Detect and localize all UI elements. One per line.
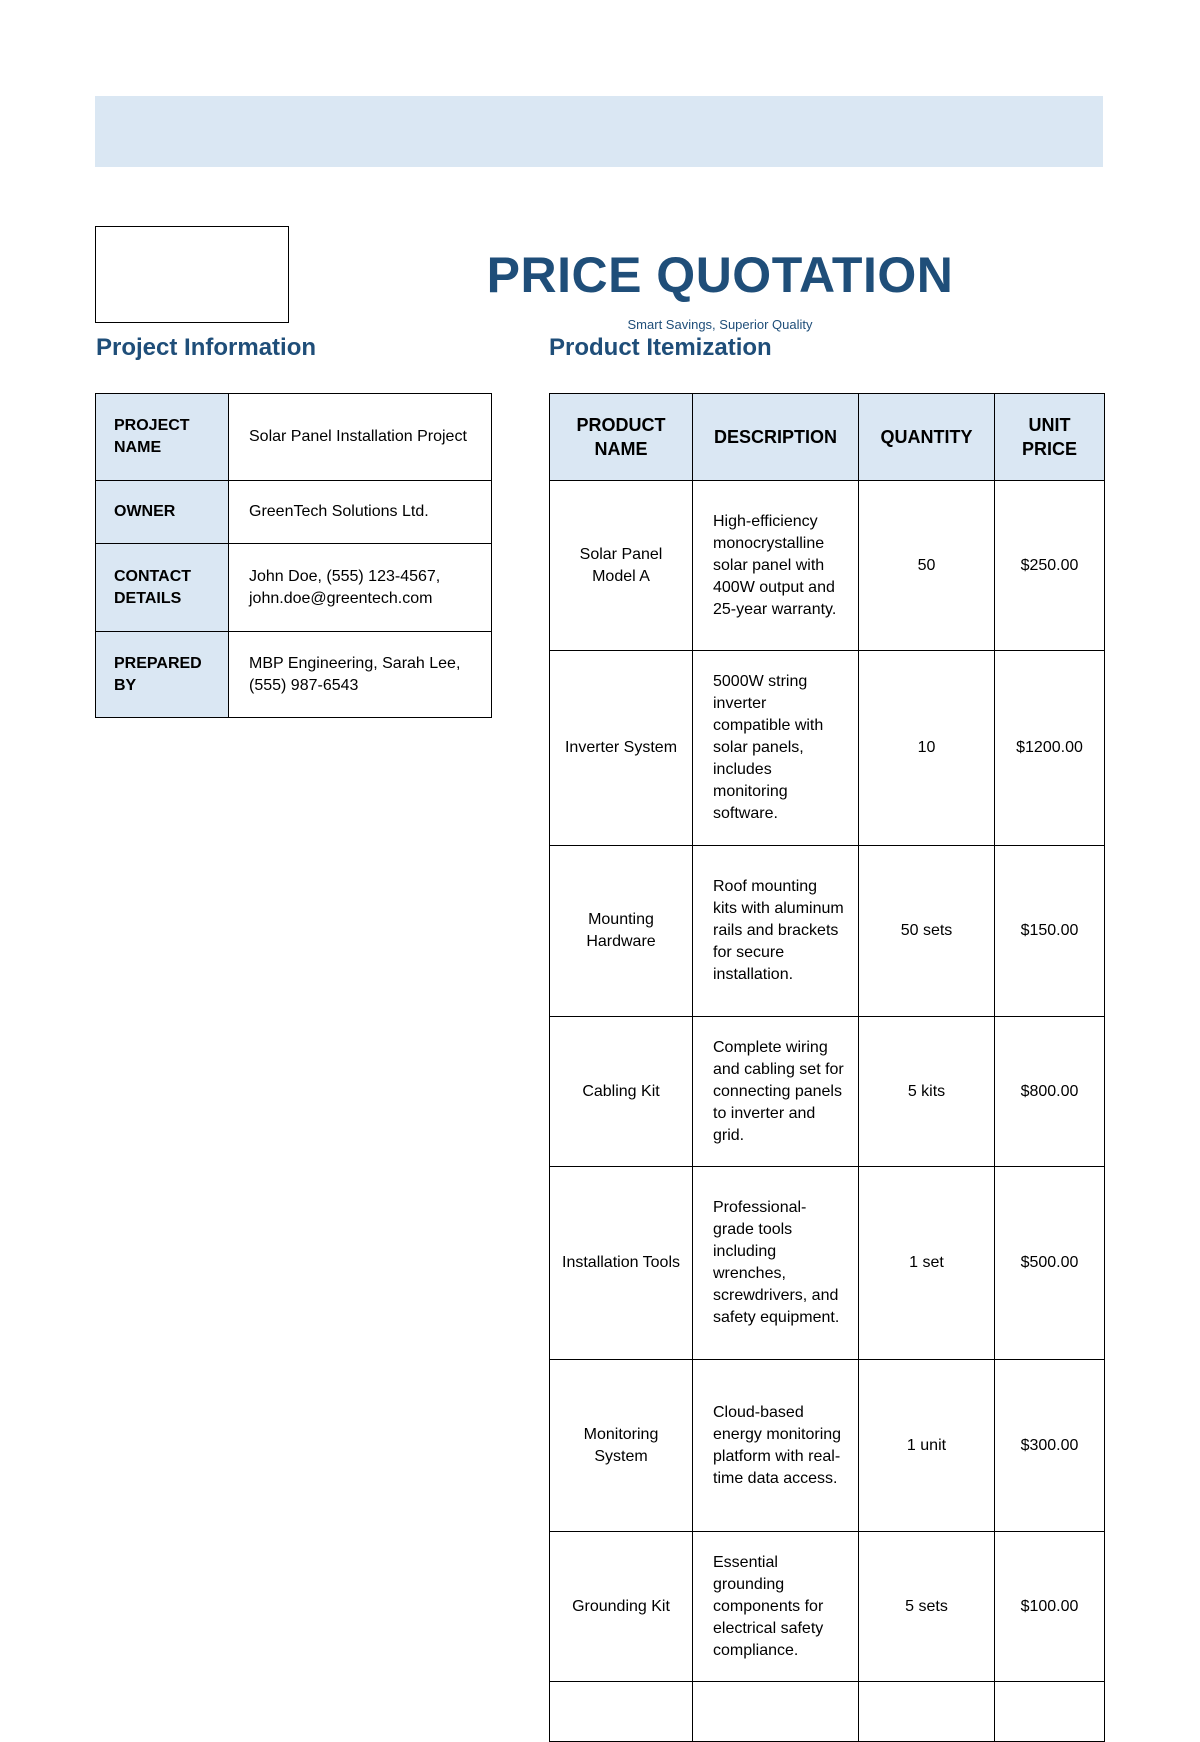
unit-price-cell: $800.00 [995,1017,1105,1167]
project-info-table [95,393,492,718]
description-cell: Roof mounting kits with aluminum rails and brackets for secure installation. [693,846,859,1017]
info-value: John Doe, (555) 123-4567, john.doe@greentech.com [229,544,492,632]
table-row [550,1167,1105,1360]
info-row [96,544,492,632]
info-row [96,481,492,544]
table-row [550,1532,1105,1682]
quantity-cell: 10 [859,651,995,846]
info-row [96,394,492,481]
info-value: Solar Panel Installation Project [229,394,492,481]
product-name-cell: Grounding Kit [550,1532,693,1682]
table-row [550,481,1105,651]
quantity-cell: 50 [859,481,995,651]
product-name-cell: Monitoring System [550,1360,693,1532]
col-header-quantity: QUANTITY [859,394,995,481]
unit-price-cell: $100.00 [995,1532,1105,1682]
unit-price-cell: $500.00 [995,1167,1105,1360]
quantity-cell: 5 kits [859,1017,995,1167]
header-banner [95,96,1103,167]
page-subtitle: Smart Savings, Superior Quality [627,317,813,332]
product-name-cell: Cabling Kit [550,1017,693,1167]
empty-cell [995,1682,1105,1742]
table-row [550,846,1105,1017]
info-label: OWNER [96,481,229,544]
col-header-description: DESCRIPTION [693,394,859,481]
info-value: MBP Engineering, Sarah Lee, (555) 987-6543 [229,632,492,718]
quantity-cell: 5 sets [859,1532,995,1682]
table-row [550,1360,1105,1532]
quantity-cell: 1 unit [859,1360,995,1532]
col-header-product: PRODUCT NAME [550,394,693,481]
page-title: PRICE QUOTATION [486,247,954,303]
table-row [550,651,1105,846]
product-name-cell: Mounting Hardware [550,846,693,1017]
description-cell: Professional-grade tools including wrenches, screwdrivers, and safety equipment. [693,1167,859,1360]
description-cell: High-efficiency monocrystalline solar panel with 400W output and 25-year warranty. [693,481,859,651]
items-table [549,393,1105,1742]
quantity-cell: 50 sets [859,846,995,1017]
unit-price-cell: $300.00 [995,1360,1105,1532]
empty-cell [550,1682,693,1742]
info-row [96,632,492,718]
items-header-row [550,394,1105,481]
description-cell: Complete wiring and cabling set for connecting panels to inverter and grid. [693,1017,859,1167]
unit-price-cell: $250.00 [995,481,1105,651]
unit-price-cell: $1200.00 [995,651,1105,846]
product-name-cell: Inverter System [550,651,693,846]
empty-cell [693,1682,859,1742]
info-label: PROJECT NAME [96,394,229,481]
project-info-heading: Project Information [96,334,317,361]
empty-cell [859,1682,995,1742]
col-header-unit-price: UNIT PRICE [995,394,1105,481]
items-heading: Product Itemization [549,334,772,361]
info-value: GreenTech Solutions Ltd. [229,481,492,544]
quantity-cell: 1 set [859,1167,995,1360]
product-name-cell: Installation Tools [550,1167,693,1360]
table-row [550,1682,1105,1742]
info-label: PREPARED BY [96,632,229,718]
description-cell: Essential grounding components for electrical safety compliance. [693,1532,859,1682]
description-cell: Cloud-based energy monitoring platform with real-time data access. [693,1360,859,1532]
unit-price-cell: $150.00 [995,846,1105,1017]
logo-placeholder [95,226,289,323]
product-name-cell: Solar Panel Model A [550,481,693,651]
description-cell: 5000W string inverter compatible with solar panels, includes monitoring software. [693,651,859,846]
table-row [550,1017,1105,1167]
info-label: CONTACT DETAILS [96,544,229,632]
